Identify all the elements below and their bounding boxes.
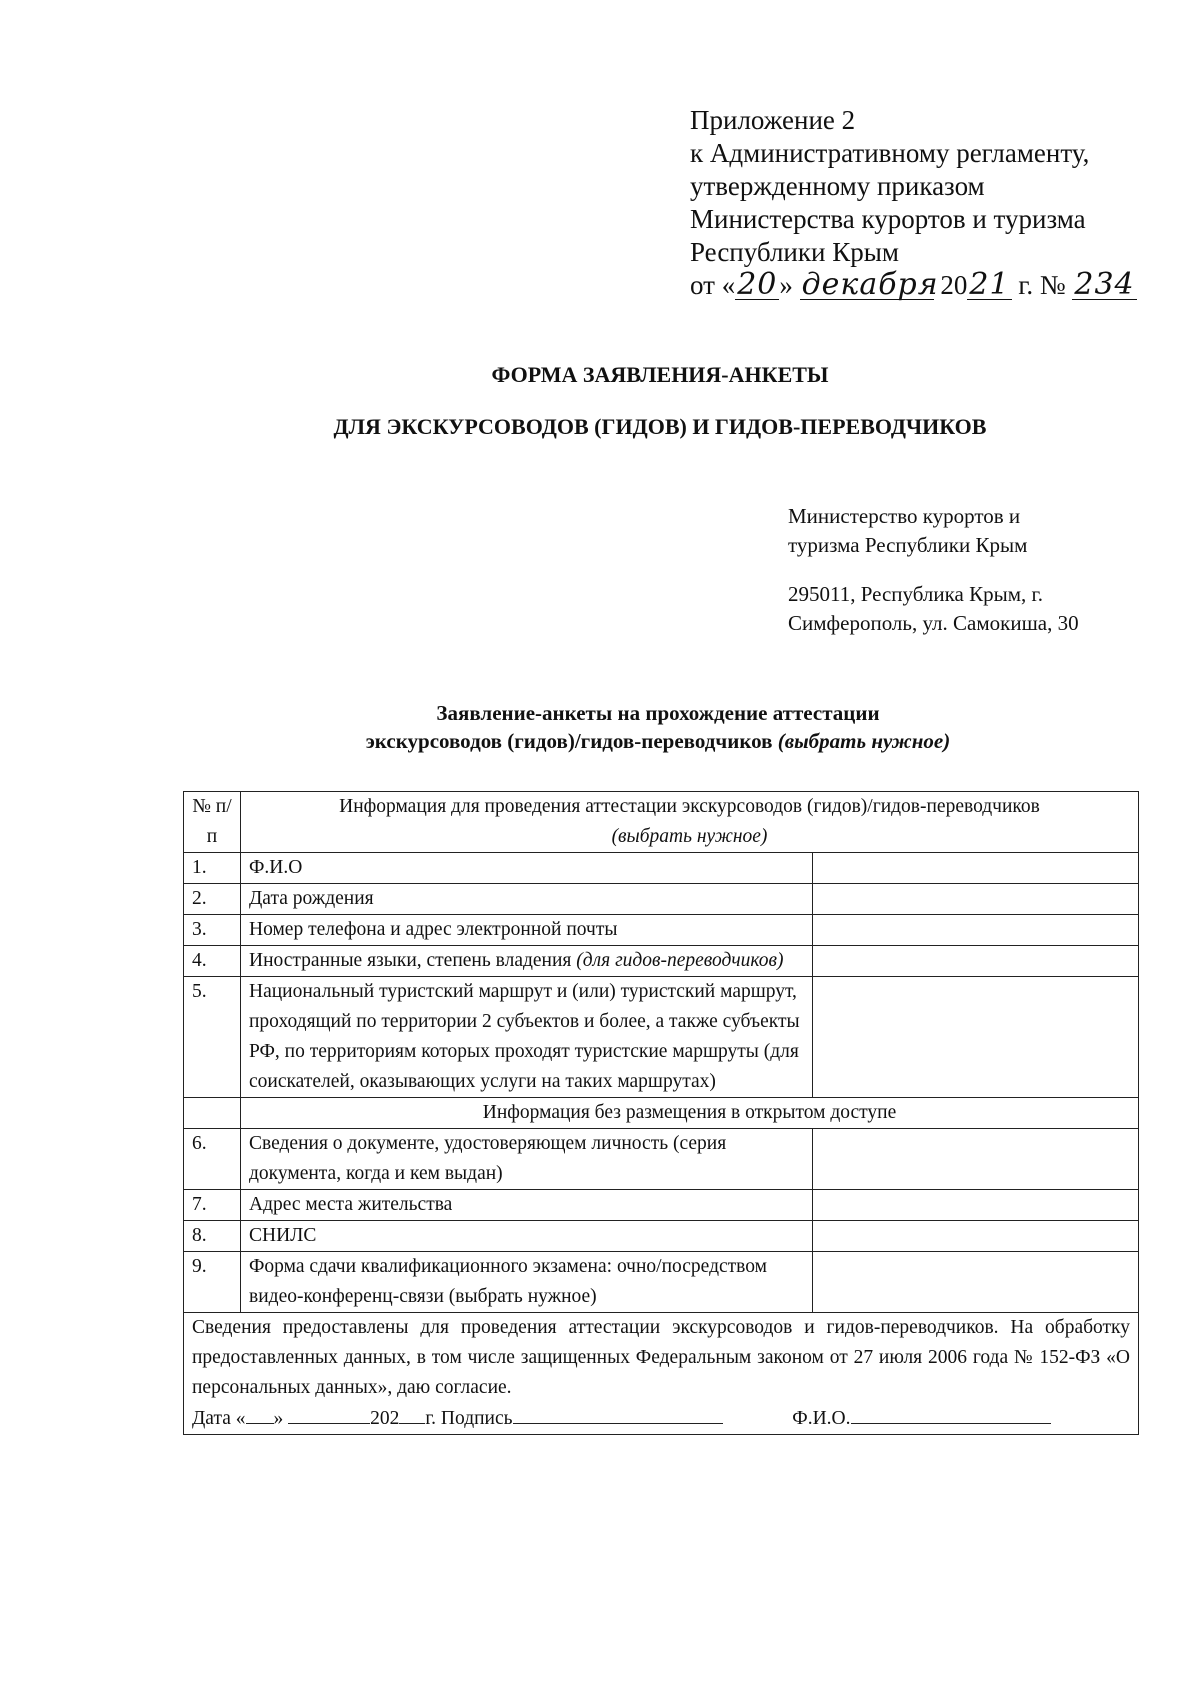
answer-field[interactable]: [813, 1190, 1139, 1221]
table-row: 2. Дата рождения: [184, 884, 1139, 915]
consent-row: [184, 1313, 1139, 1435]
handwritten-order-number: 234: [1074, 267, 1135, 302]
table-row: 6. Сведения о документе, удостоверяющем личность (серия документа, когда и кем выдан): [184, 1129, 1139, 1190]
table-header-row: [184, 792, 1139, 853]
answer-field[interactable]: [813, 946, 1139, 977]
handwritten-month: декабря: [801, 267, 939, 302]
table-row: 3. Номер телефона и адрес электронной почты: [184, 915, 1139, 946]
table-row: 5. Национальный туристский маршрут и (или) туристский маршрут, проходящий по территории 2 субъектов и более, а также субъекты РФ, по территориям которых проходят туристские маршруты (для соискателей, оказывающих услуги на таких маршрутах): [184, 977, 1139, 1098]
month-blank[interactable]: [288, 1403, 370, 1424]
answer-field[interactable]: [813, 915, 1139, 946]
year-blank[interactable]: [399, 1403, 425, 1424]
appendix-line: Министерства курортов и туризма: [690, 204, 1086, 234]
header-num: № п/п: [184, 792, 241, 853]
table-row: 9. Форма сдачи квалификационного экзамена: очно/посредством видео-конференц-связи (выбрать нужное): [184, 1252, 1139, 1313]
answer-field[interactable]: [813, 977, 1139, 1098]
appendix-line: к Административному регламенту,: [690, 138, 1090, 168]
handwritten-day: 20: [737, 267, 778, 302]
form-title-line1: ФОРМА ЗАЯВЛЕНИЯ-АНКЕТЫ: [491, 362, 829, 387]
table-row: 8. СНИЛС: [184, 1221, 1139, 1252]
recipient-name: Министерство курортов и туризма Республики Крым: [788, 504, 1028, 557]
header-info: Информация для проведения аттестации экскурсоводов (гидов)/гидов-переводчиков (выбрать нужное): [241, 792, 1139, 853]
appendix-line: Республики Крым: [690, 237, 899, 267]
signature-blank[interactable]: [513, 1403, 723, 1424]
order-date-line: от «20» декабря 2021 г. № 234: [690, 267, 1135, 302]
fio-blank[interactable]: [851, 1403, 1051, 1424]
answer-field[interactable]: [813, 853, 1139, 884]
application-form-table: [183, 791, 1139, 1435]
table-row: 1. Ф.И.О: [184, 853, 1139, 884]
answer-field[interactable]: [813, 1252, 1139, 1313]
table-row: 7. Адрес места жительства: [184, 1190, 1139, 1221]
signature-line: Дата « » 202 г. Подпись Ф.И.О.: [192, 1403, 1130, 1434]
appendix-block: [690, 104, 1137, 302]
consent-text: Сведения предоставлены для проведения аттестации экскурсоводов и гидов-переводчиков. На обработку предоставленных данных, в том числе защищенных Федеральным законом от 27 июля 2006 года № 152-ФЗ «О персональных данных», даю согласие.: [192, 1317, 1130, 1398]
application-subtitle: Заявление-анкеты на прохождение аттестации экскурсоводов (гидов)/гидов-переводчиков (выбрать нужное): [365, 701, 951, 753]
form-title-line2: ДЛЯ ЭКСКУРСОВОДОВ (ГИДОВ) И ГИДОВ-ПЕРЕВОДЧИКОВ: [333, 414, 987, 439]
recipient-address: 295011, Республика Крым, г. Симферополь, ул. Самокиша, 30: [788, 582, 1079, 635]
answer-field[interactable]: [813, 884, 1139, 915]
appendix-line: утвержденному приказом: [690, 171, 985, 201]
appendix-line: Приложение 2: [690, 105, 856, 135]
answer-field[interactable]: [813, 1129, 1139, 1190]
handwritten-year: 21: [969, 267, 1010, 302]
day-blank[interactable]: [246, 1403, 274, 1424]
section-row: [184, 1098, 1139, 1129]
answer-field[interactable]: [813, 1221, 1139, 1252]
table-row: 4. Иностранные языки, степень владения (для гидов-переводчиков): [184, 946, 1139, 977]
section-heading: Информация без размещения в открытом доступе: [241, 1098, 1139, 1129]
